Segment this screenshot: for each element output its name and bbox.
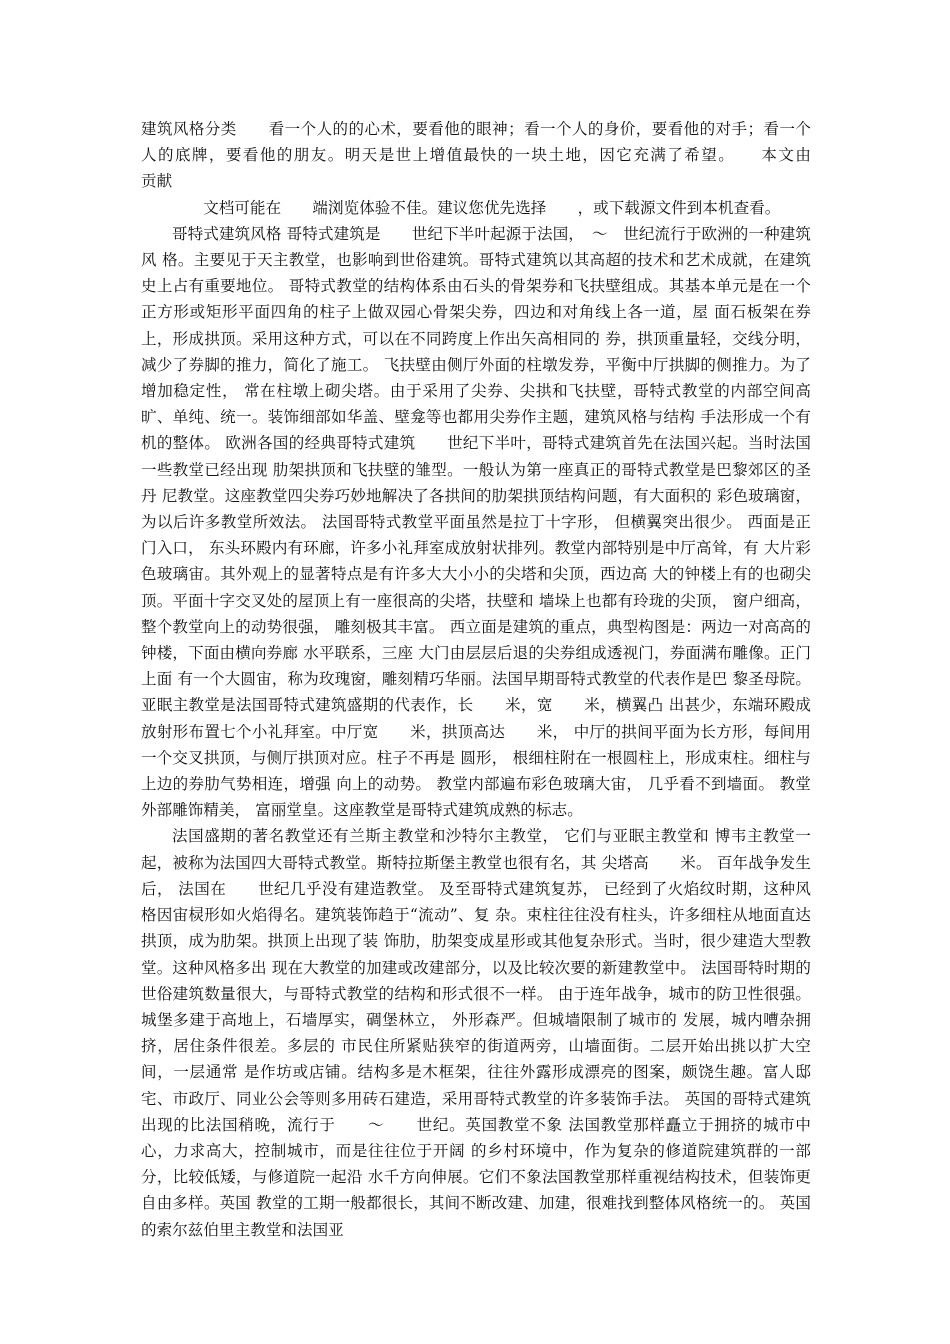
gothic-style-paragraph: 哥特式建筑风格 哥特式建筑是 世纪下半叶起源于法国， ～ 世纪流行于欧洲的一种建筑风 格。主要见于天主教堂，也影响到世俗建筑。哥特式建筑以其高超的技术和艺术成就，在建筑史上占有重要地位。 哥特式教堂的结构体系由石头的骨架券和飞扶壁组成。其基本单元是在一个 正方形或矩形平面四角的柱子上做双园心骨架尖券，四边和对角线上各一道，屋 面石板架在券上，形成拱顶。采用这种方式，可以在不同跨度上作出矢高相同的 券，拱顶重量轻，交线分明，减少了券脚的推力，简化了施工。 飞扶壁由侧厅外面的柱墩发券，平衡中厅拱脚的侧推力。为了增加稳定性， 常在柱墩上砌尖塔。由于采用了尖券、尖拱和飞扶壁，哥特式教堂的内部空间高 旷、单纯、统一。装饰细部如华盖、壁龛等也都用尖券作主题，建筑风格与结构 手法形成一个有机的整体。 欧洲各国的经典哥特式建筑 世纪下半叶，哥特式建筑首先在法国兴起。当时法国一些教堂已经出现 肋架拱顶和飞扶壁的雏型。一般认为第一座真正的哥特式教堂是巴黎郊区的圣丹 尼教堂。这座教堂四尖券巧妙地解决了各拱间的肋架拱顶结构问题，有大面积的 彩色玻璃窗，为以后许多教堂所效法。 法国哥特式教堂平面虽然是拉丁十字形， 但横翼突出很少。 西面是正门入口， 东头环殿内有环廊，许多小礼拜室成放射状排列。教堂内部特别是中厅高耸，有 大片彩色玻璃宙。其外观上的显著特点是有许多大大小小的尖塔和尖顶，西边高 大的钟楼上有的也砌尖顶。平面十字交叉处的屋顶上有一座很高的尖塔，扶壁和 墙垛上也都有玲珑的尖顶， 窗户细高， 整个教堂向上的动势很强， 雕刻极其丰富。 西立面是建筑的重点，典型构图是：两边一对高高的钟楼，下面由横向券廊 水平联系，三座 大门由层层后退的尖券组成透视门，券面满布雕像。正门上面 有一个大圆宙，称为玫瑰窗，雕刻精巧华丽。法国早期哥特式教堂的代表作是巴 黎圣母院。 亚眠主教堂是法国哥特式建筑盛期的代表作，长 米，宽 米，横翼凸 出甚少，东端环殿成放射形布置七个小礼拜室。中厅宽 米，拱顶高达 米， 中厅的拱间平面为长方形，每间用一个交叉拱顶，与侧厅拱顶对应。柱子不再是 圆形， 根细柱附在一根圆柱上，形成束柱。细柱与上边的券肋气势相连，增强 向上的动势。 教堂内部遍布彩色玻璃大宙， 几乎看不到墙面。 教堂外部雕饰精美， 富丽堂皇。这座教堂是哥特式建筑成熟的标志。 <box>141 224 811 820</box>
document-page <box>141 116 890 1243</box>
intro-paragraph: 建筑风格分类 看一个人的的心术，要看他的眼神；看一个人的身价，要看他的对手；看一个人的底牌，要看他的朋友。明天是世上增值最快的一块土地，因它充满了希望。 本文由 贡献 <box>141 120 890 191</box>
notice-paragraph: 文档可能在 端浏览体验不佳。建议您优先选择 ，或下载源文件到本机查看。 <box>172 198 781 217</box>
french-gothic-paragraph: 法国盛期的著名教堂还有兰斯主教堂和沙特尔主教堂， 它们与亚眠主教堂和 博韦主教堂一起，被称为法国四大哥特式教堂。斯特拉斯堡主教堂也很有名，其 尖塔高 米。 百年战争发生后， 法国在 世纪几乎没有建造教堂。 及至哥特式建筑复苏， 已经到了火焰纹时期，这种风格因宙棂形如火焰得名。建筑装饰趋于“流动”、复 杂。束柱往往没有柱头，许多细柱从地面直达拱顶，成为肋架。拱顶上出现了装 饰肋，肋架变成星形或其他复杂形式。当时，很少建造大型教堂。这种风格多出 现在大教堂的加建或改建部分，以及比较次要的新建教堂中。 法国哥特时期的世俗建筑数量很大，与哥特式教堂的结构和形式很不一样。 由于连年战争，城市的防卫性很强。城堡多建于高地上，石墙厚实，碉堡林立， 外形森严。但城墙限制了城市的 发展，城内嘈杂拥挤，居住条件很差。多层的 市民住所紧贴狭窄的街道两旁，山墙面街。二层开始出挑以扩大空间，一层通常 是作坊或店铺。结构多是木框架，往往外露形成漂亮的图案，颇饶生趣。富人邸 宅、市政厅、同业公会等则多用砖石建造，采用哥特式教堂的许多装饰手法。 英国的哥特式建筑出现的比法国稍晚，流行于 ～ 世纪。英国教堂不象 法国教堂那样矗立于拥挤的城市中心，力求高大，控制城市，而是往往位于开阔 的乡村环境中，作为复杂的修道院建筑群的一部分，比较低矮，与修道院一起沿 水千方向伸展。它们不象法国教堂那样重视结构技术，但装饰更自由多样。英国 教堂的工期一般都很长，其间不断改建、加建，很难找到整体风格统一的。 英国的索尔兹伯里主教堂和法国亚 <box>141 827 811 1239</box>
